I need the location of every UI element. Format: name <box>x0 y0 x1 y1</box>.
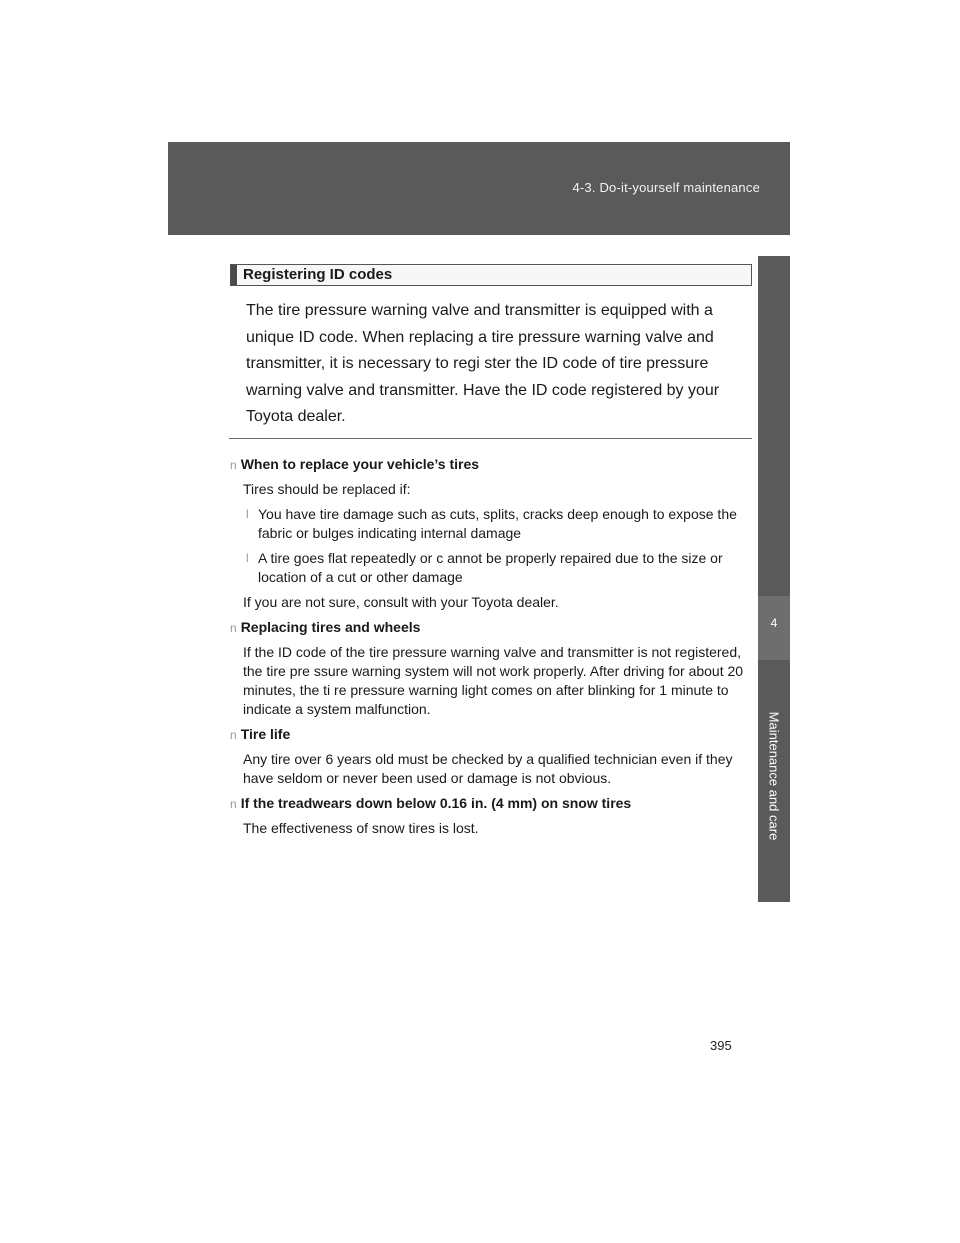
list-item <box>246 549 755 587</box>
note-text: Any tire over 6 years old must be checked by a qualified technician even if they have seldom or never been used or damage is not obvious. <box>243 751 733 786</box>
dot-bullet-icon: l <box>246 551 249 565</box>
note-title <box>230 725 755 745</box>
section-heading-box <box>230 264 752 286</box>
note-title <box>230 794 755 814</box>
square-bullet-icon: n <box>230 728 237 742</box>
note-title <box>230 618 755 638</box>
note-title-text: Replacing tires and wheels <box>240 619 421 635</box>
chapter-number: 4 <box>770 616 778 630</box>
section-title: 4-3. Do-it-yourself maintenance <box>572 180 760 195</box>
square-bullet-icon: n <box>230 458 237 472</box>
page-number: 395 <box>710 1038 732 1053</box>
notes <box>230 455 755 844</box>
note-text: If the ID code of the tire pressure warning valve and transmitter is not registered, the tire pre ssure warning system will not work properly. After driving for about 20 minutes, the ti re pressure warning light comes on after blinking for 1 minute to indicate a system malfunction. <box>243 644 744 717</box>
list-item-text: A tire goes flat repeatedly or c annot be properly repaired due to the size or location of a cut or other damage <box>258 550 723 585</box>
divider <box>229 438 752 439</box>
note-title-text: When to replace your vehicle’s tires <box>240 456 480 472</box>
section-body: The tire pressure warning valve and transmitter is equipped with a unique ID code. When replacing a tire pressure warning valve and transmitter, it is necessary to regi ster the ID code of tire pressure warning valve and transmitter. Have the ID code registered by your Toyota dealer. <box>246 302 720 425</box>
square-bullet-icon: n <box>230 621 237 635</box>
header-band <box>168 142 790 235</box>
list-item-text: You have tire damage such as cuts, splits, cracks deep enough to expose the fabric or bulges indicating internal damage <box>258 506 737 541</box>
side-tab <box>758 256 790 902</box>
note-text: Tires should be replaced if: <box>243 481 411 497</box>
chapter-label: Maintenance and care <box>766 711 782 841</box>
section-heading: Registering ID codes <box>243 266 393 283</box>
heading-bar <box>231 265 237 285</box>
note-text: If you are not sure, consult with your Toyota dealer. <box>243 594 559 610</box>
note-text: The effectiveness of snow tires is lost. <box>243 820 479 836</box>
list-item <box>246 505 755 543</box>
note-title <box>230 455 755 475</box>
note-title-text: If the treadwears down below 0.16 in. (4 mm) on snow tires <box>240 795 632 811</box>
dot-bullet-icon: l <box>246 507 249 521</box>
square-bullet-icon: n <box>230 797 237 811</box>
note-title-text: Tire life <box>240 726 291 742</box>
